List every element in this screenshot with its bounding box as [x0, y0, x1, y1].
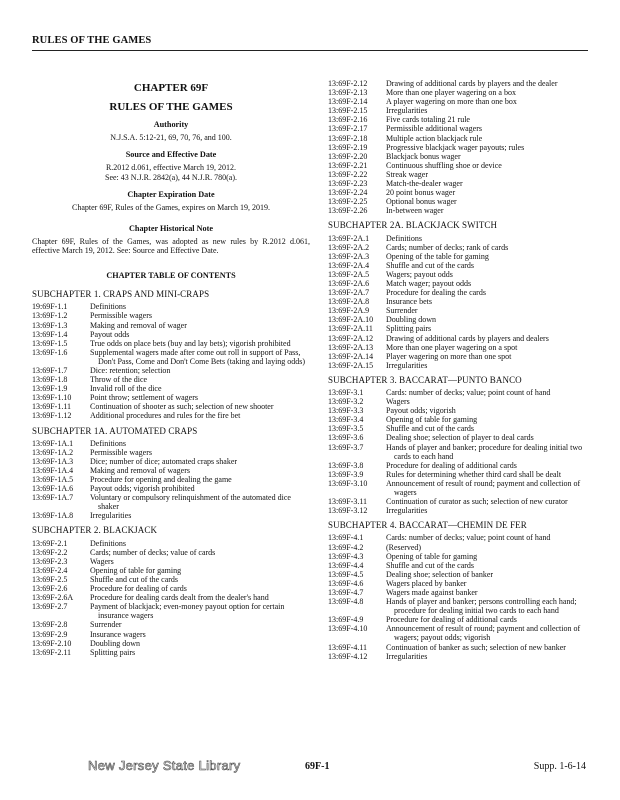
blackjack-continuation — [328, 79, 590, 215]
toc-entry — [328, 88, 590, 97]
section-title: Throw of the dice — [90, 375, 148, 385]
section-title: Streak wager — [386, 169, 428, 179]
toc-heading: CHAPTER TABLE OF CONTENTS — [106, 271, 236, 281]
section-title: Drawing of additional cards by players and dealers — [386, 333, 549, 343]
section-title: Optional bonus wager — [386, 197, 457, 207]
section-number: 13:69F-3.2 — [328, 397, 364, 407]
section-title: Definitions — [90, 538, 126, 548]
toc-entry — [328, 197, 590, 206]
subchapter-heading: SUBCHAPTER 4. BACCARAT—CHEMIN DE FER — [328, 520, 527, 531]
section-title: Dice; number of dice; automated craps shaker — [90, 456, 238, 466]
toc-entry — [32, 393, 310, 402]
section-title: Surrender — [386, 306, 418, 316]
section-title: 20 point bonus wager — [386, 188, 456, 198]
section-number: 13:69F-2.14 — [328, 97, 368, 107]
toc-entry — [328, 433, 590, 442]
section-title: Point throw; settlement of wagers — [90, 393, 198, 403]
section-number: 13:69F-2.5 — [32, 574, 68, 584]
toc-entry — [32, 548, 310, 557]
section-number: 13:69F-2.9 — [32, 629, 68, 639]
section-title: (Reserved) — [386, 542, 422, 552]
toc-entry — [32, 439, 310, 448]
section-number: 13:69F-2.23 — [328, 179, 368, 189]
section-number: 13:69F-2.17 — [328, 124, 368, 134]
section-title: Payment of blackjack; even-money payout option for certain insurance wagers — [90, 602, 285, 621]
toc-entry — [328, 334, 590, 343]
subchapter-heading: SUBCHAPTER 1A. AUTOMATED CRAPS — [32, 425, 198, 436]
toc-entry — [32, 330, 310, 339]
section-number: 13:69F-2A.7 — [328, 288, 370, 298]
toc-entry — [328, 315, 590, 324]
section-title: Drawing of additional cards by players and the dealer — [386, 79, 558, 88]
toc-entry — [328, 652, 590, 661]
section-title: Opening of table for gaming — [90, 565, 182, 575]
section-number: 13:69F-2A.12 — [328, 333, 374, 343]
toc-entry — [32, 375, 310, 384]
section-number: 13:69F-1A.2 — [32, 447, 74, 457]
toc-entry — [32, 366, 310, 375]
toc-entry — [328, 97, 590, 106]
toc-entry — [32, 384, 310, 393]
section-number: 13:69F-3.1 — [328, 388, 364, 397]
section-title: Opening of table for gaming — [386, 551, 478, 561]
toc-entry — [32, 448, 310, 457]
section-number: 13:69F-1A.3 — [32, 456, 74, 466]
section-title: Payout odds — [90, 329, 130, 339]
section-title: Announcement of result of round; payment and collection of wagers — [386, 478, 581, 498]
section-title: Wagers; payout odds — [386, 269, 453, 279]
section-title: Continuation of shooter as such; selection of new shooter — [90, 402, 274, 412]
section-number: 13:69F-2A.9 — [328, 306, 370, 316]
toc-entry — [32, 511, 310, 520]
section-title: Blackjack bonus wager — [386, 151, 461, 161]
history-text: Chapter 69F, Rules of the Games, was adopted as new rules by R.2012 d.061, effective March 19, 2012. See: Source and Effective Date. — [32, 236, 310, 256]
section-title: Definitions — [90, 438, 126, 448]
section-number: 13:69F-2.11 — [32, 647, 72, 657]
section-number: 13:69F-3.4 — [328, 415, 364, 425]
section-number: 13:69F-1.12 — [32, 411, 72, 421]
section-number: 13:69F-3.8 — [328, 460, 364, 470]
chapter-number: CHAPTER 69F — [133, 82, 209, 94]
toc-entry — [32, 639, 310, 648]
section-title: Cards: number of decks; value; point count of hand — [386, 533, 551, 543]
section-number: 13:69F-2A.8 — [328, 297, 370, 307]
section-number: 13:69F-1.9 — [32, 384, 68, 394]
toc-entry — [328, 261, 590, 270]
section-number: 13:69F-2A.1 — [328, 233, 370, 243]
toc-entry — [32, 575, 310, 584]
toc-entry — [32, 311, 310, 320]
section-number: 13:69F-4.8 — [328, 597, 364, 607]
toc-entry — [328, 306, 590, 315]
section-title: Splitting pairs — [386, 324, 432, 334]
section-number: 13:69F-2.21 — [328, 160, 368, 170]
toc-entry — [328, 179, 590, 188]
section-title: Multiple action blackjack rule — [386, 133, 483, 143]
toc-entry — [328, 343, 590, 352]
toc-entry — [328, 588, 590, 597]
section-title: Shuffle and cut of the cards — [90, 574, 179, 584]
section-title: A player wagering on more than one box — [386, 97, 517, 107]
section-title: Doubling down — [386, 315, 436, 325]
section-number: 13:69F-1A.5 — [32, 475, 74, 484]
section-number: 13:69F-3.11 — [328, 497, 368, 507]
toc-entry — [328, 533, 590, 542]
toc-entry — [32, 620, 310, 629]
section-title: Opening of table for gaming — [386, 415, 478, 425]
chapter-title: RULES OF THE GAMES — [109, 101, 233, 114]
section-number: 13:69F-4.2 — [328, 542, 364, 552]
section-number: 13:69F-3.12 — [328, 506, 368, 516]
right-column — [328, 79, 590, 661]
subchapter-heading: SUBCHAPTER 1. CRAPS AND MINI-CRAPS — [32, 289, 210, 300]
section-title: Making and removal of wagers — [90, 465, 190, 475]
running-head: RULES OF THE GAMES — [32, 35, 152, 46]
toc-entry — [328, 170, 590, 179]
toc-entry — [32, 602, 310, 620]
toc-entry — [328, 497, 590, 506]
toc-entry — [328, 624, 590, 642]
section-number: 13:69F-1.7 — [32, 365, 68, 375]
toc-entry — [32, 411, 310, 420]
section-number: 13:69F-1.6 — [32, 347, 68, 357]
section-title: Hands of player and banker; persons controlling each hand; procedure for dealing initial two cards to each hand — [386, 597, 577, 616]
left-subchapters — [32, 290, 310, 657]
section-number: 13:69F-4.11 — [328, 642, 368, 652]
section-number: 13:69F-2A.13 — [328, 342, 374, 352]
section-number: 13:69F-2A.11 — [328, 324, 373, 334]
section-title: Insurance wagers — [90, 629, 146, 639]
toc-entry — [32, 457, 310, 466]
section-title: Definitions — [386, 233, 422, 243]
section-number: 13:69F-2.12 — [328, 79, 368, 88]
section-number: 13:69F-1.4 — [32, 329, 68, 339]
supplement-date: Supp. 1-6-14 — [533, 761, 586, 772]
section-title: Payout odds; vigorish — [386, 406, 456, 416]
toc-entry — [328, 597, 590, 615]
section-title: Match-the-dealer wager — [386, 179, 463, 189]
section-number: 13:69F-1A.7 — [32, 493, 74, 503]
toc-entry — [328, 552, 590, 561]
section-number: 13:69F-2.18 — [328, 133, 368, 143]
source-heading: Source and Effective Date — [125, 150, 217, 160]
section-title: Cards; number of decks; rank of cards — [386, 242, 509, 252]
section-number: 13:69F-2A.2 — [328, 242, 370, 252]
library-watermark: New Jersey State Library — [88, 758, 241, 773]
section-title: Permissible additional wagers — [386, 124, 482, 134]
toc-entry — [328, 188, 590, 197]
toc-entry — [32, 321, 310, 330]
section-number: 13:69F-2.8 — [32, 620, 68, 630]
section-number: 13:69F-2.1 — [32, 538, 68, 548]
toc-entry — [328, 234, 590, 243]
source-line-1: R.2012 d.061, effective March 19, 2012. — [105, 163, 237, 173]
toc-entry — [32, 584, 310, 593]
section-number: 13:69F-1.11 — [32, 402, 72, 412]
section-number: 13:69F-2A.3 — [328, 251, 370, 261]
section-title: Wagers — [386, 397, 410, 407]
toc-entry — [32, 302, 310, 311]
section-title: Cards; number of decks; value of cards — [90, 547, 216, 557]
toc-entry — [328, 79, 590, 88]
section-number: 13:69F-4.7 — [328, 587, 364, 597]
section-number: 13:69F-2.6 — [32, 584, 68, 594]
subchapter-heading: SUBCHAPTER 3. BACCARAT—PUNTO BANCO — [328, 374, 522, 385]
section-title: Hands of player and banker; procedure for dealing initial two cards to each hand — [386, 442, 583, 461]
section-title: Rules for determining whether third card shall be dealt — [386, 469, 562, 479]
toc-entry — [328, 579, 590, 588]
section-title: Opening of the table for gaming — [386, 251, 489, 261]
toc-entry — [32, 630, 310, 639]
section-number: 13:69F-3.6 — [328, 433, 364, 443]
toc-entry — [328, 252, 590, 261]
section-title: Doubling down — [90, 638, 140, 648]
section-number: 13:69F-2A.10 — [328, 315, 374, 325]
section-title: Irregularities — [386, 106, 428, 116]
section-number: 13:69F-1.10 — [32, 393, 72, 403]
section-number: 13:69F-2.20 — [328, 151, 368, 161]
section-title: More than one player wagering on a spot — [386, 342, 518, 352]
section-title: Procedure for opening and dealing the game — [90, 475, 232, 484]
section-number: 13:69F-1.8 — [32, 375, 68, 385]
toc-entry — [328, 643, 590, 652]
toc-entry — [32, 402, 310, 411]
section-number: 13:69F-2.24 — [328, 188, 368, 198]
toc-entry — [328, 152, 590, 161]
toc-entry — [32, 557, 310, 566]
section-title: Procedure for dealing of additional cards — [386, 460, 517, 470]
toc-entry — [328, 415, 590, 424]
section-title: Payout odds; vigorish prohibited — [90, 484, 195, 494]
right-subchapters — [328, 221, 590, 660]
section-title: Dealing shoe; selection of banker — [386, 569, 494, 579]
section-number: 13:69F-1A.1 — [32, 438, 74, 448]
section-number: 13:69F-4.3 — [328, 551, 364, 561]
section-title: Voluntary or compulsory relinquishment of the automated dice shaker — [90, 493, 291, 512]
section-title: Wagers made against banker — [386, 587, 478, 597]
section-number: 13:69F-1.3 — [32, 320, 68, 330]
section-number: 13:69F-3.5 — [328, 424, 364, 434]
section-title: Cards: number of decks; value; point count of hand — [386, 388, 551, 397]
section-title: Shuffle and cut of the cards — [386, 260, 475, 270]
toc-entry — [328, 106, 590, 115]
section-number: 13:69F-2.6A — [32, 593, 74, 603]
section-title: Wagers placed by banker — [386, 578, 467, 588]
toc-entry — [328, 297, 590, 306]
expiration-text: Chapter 69F, Rules of the Games, expires on March 19, 2019. — [72, 202, 270, 212]
section-title: Match wager; payout odds — [386, 278, 472, 288]
header-rule — [32, 50, 588, 51]
section-number: 13:69F-2.7 — [32, 602, 68, 612]
section-title: Permissible wagers — [90, 311, 152, 321]
toc-entry — [32, 566, 310, 575]
authority-text: N.J.S.A. 5:12-21, 69, 70, 76, and 100. — [110, 133, 232, 143]
section-title: Player wagering on more than one spot — [386, 351, 512, 361]
section-number: 13:69F-2.10 — [32, 638, 72, 648]
section-number: 13:69F-4.4 — [328, 560, 364, 570]
section-number: 13:69F-4.6 — [328, 578, 364, 588]
toc-entry — [328, 479, 590, 497]
subchapter-heading: SUBCHAPTER 2. BLACKJACK — [32, 525, 158, 536]
section-title: In-between wager — [386, 206, 444, 216]
section-title: Shuffle and cut of the cards — [386, 560, 475, 570]
section-title: Irregularities — [386, 360, 428, 370]
section-title: Wagers — [90, 556, 114, 566]
section-number: 13:69F-2.4 — [32, 565, 68, 575]
section-title: Supplemental wagers made after come out roll in support of Pass, Don't Pass, Come and Don't Come Bets (taking and laying odds) — [90, 347, 306, 366]
section-title: Dealing shoe; selection of player to deal cards — [386, 433, 534, 443]
toc-entry — [32, 484, 310, 493]
section-number: 13:69F-2A.15 — [328, 360, 374, 370]
section-number: 13:69F-3.10 — [328, 478, 368, 488]
section-title: Shuffle and cut of the cards — [386, 424, 475, 434]
toc-entry — [328, 461, 590, 470]
toc-entry — [328, 397, 590, 406]
section-number: 13:69F-1A.6 — [32, 484, 74, 494]
section-number: 13:69F-4.1 — [328, 533, 364, 543]
toc-entry — [328, 388, 590, 397]
section-number: 13:69F-2.26 — [328, 206, 368, 216]
section-title: Splitting pairs — [90, 647, 136, 657]
section-number: 13:69F-2A.4 — [328, 260, 370, 270]
section-number: 13:69F-2A.6 — [328, 278, 370, 288]
toc-entry — [328, 443, 590, 461]
toc-entry — [328, 279, 590, 288]
section-title: Surrender — [90, 620, 122, 630]
section-number: 13:69F-2.25 — [328, 197, 368, 207]
section-title: Dice: retention; selection — [90, 365, 171, 375]
toc-entry — [328, 134, 590, 143]
section-title: Insurance bets — [386, 297, 432, 307]
toc-entry — [328, 406, 590, 415]
section-title: Irregularities — [386, 506, 428, 516]
toc-entry — [328, 570, 590, 579]
toc-entry — [32, 493, 310, 511]
source-line-2: See: 43 N.J.R. 2842(a), 44 N.J.R. 780(a). — [105, 172, 237, 182]
section-title: Continuation of curator as such; selection of new curator — [386, 497, 568, 507]
section-number: 13:69F-2.2 — [32, 547, 68, 557]
section-number: 13:69F-2.3 — [32, 556, 68, 566]
section-title: Invalid roll of the dice — [90, 384, 162, 394]
toc-entry — [328, 424, 590, 433]
toc-entry — [32, 339, 310, 348]
toc-entry — [328, 115, 590, 124]
toc-entry — [32, 539, 310, 548]
toc-entry — [328, 206, 590, 215]
toc-entry — [32, 648, 310, 657]
section-title: Making and removal of wager — [90, 320, 187, 330]
toc-entry — [328, 243, 590, 252]
section-number: 13:69F-2A.5 — [328, 269, 370, 279]
section-number: 13:69F-2.22 — [328, 169, 368, 179]
section-number: 13:69F-4.5 — [328, 569, 364, 579]
toc-entry — [32, 593, 310, 602]
section-title: Procedure for dealing the cards — [386, 288, 486, 298]
page-number: 69F-1 — [305, 761, 330, 772]
section-title: Announcement of result of round; payment and collection of wagers; payout odds; vigorish — [386, 624, 581, 643]
section-number: 13:69F-2.16 — [328, 115, 368, 125]
section-title: Irregularities — [90, 511, 132, 521]
section-number: 19:69F-1.1 — [32, 302, 68, 312]
section-title: Procedure for dealing of additional cards — [386, 615, 517, 625]
toc-entry — [328, 288, 590, 297]
toc-entry — [32, 475, 310, 484]
section-number: 13:69F-2.19 — [328, 142, 368, 152]
section-title: Definitions — [90, 302, 126, 312]
section-number: 13:69F-3.3 — [328, 406, 364, 416]
toc-entry — [328, 161, 590, 170]
toc-entry — [32, 348, 310, 366]
section-title: Progressive blackjack wager payouts; rules — [386, 142, 525, 152]
history-heading: Chapter Historical Note — [129, 223, 213, 233]
section-title: Procedure for dealing of cards — [90, 584, 187, 594]
section-title: Continuation of banker as such; selection of new banker — [386, 642, 566, 652]
authority-heading: Authority — [153, 120, 189, 130]
section-title: Procedure for dealing cards dealt from the dealer's hand — [90, 593, 269, 603]
section-number: 13:69F-3.9 — [328, 469, 364, 479]
section-number: 13:69F-2.15 — [328, 106, 368, 116]
section-number: 13:69F-2A.14 — [328, 351, 374, 361]
expiration-heading: Chapter Expiration Date — [127, 189, 215, 199]
toc-entry — [328, 506, 590, 515]
toc-entry — [328, 561, 590, 570]
section-number: 13:69F-2.13 — [328, 88, 368, 98]
section-number: 13:69F-4.10 — [328, 624, 368, 634]
toc-entry — [328, 361, 590, 370]
toc-entry — [328, 124, 590, 133]
section-number: 13:69F-1.5 — [32, 338, 68, 348]
section-title: Additional procedures and rules for the fire bet — [90, 411, 241, 421]
toc-entry — [328, 615, 590, 624]
section-title: More than one player wagering on a box — [386, 88, 516, 98]
section-number: 13:69F-3.7 — [328, 442, 364, 452]
section-title: Irregularities — [386, 651, 428, 661]
toc-entry — [328, 143, 590, 152]
toc-entry — [328, 270, 590, 279]
subchapter-heading: SUBCHAPTER 2A. BLACKJACK SWITCH — [328, 220, 498, 231]
toc-entry — [328, 470, 590, 479]
section-number: 13:69F-4.9 — [328, 615, 364, 625]
section-title: True odds on place bets (buy and lay bets); vigorish prohibited — [90, 338, 291, 348]
toc-entry — [32, 466, 310, 475]
toc-entry — [328, 324, 590, 333]
section-number: 13:69F-1.2 — [32, 311, 68, 321]
left-column — [32, 62, 310, 657]
toc-entry — [328, 543, 590, 552]
section-title: Continuous shuffling shoe or device — [386, 160, 502, 170]
section-number: 13:69F-4.12 — [328, 651, 368, 661]
section-title: Permissible wagers — [90, 447, 152, 457]
section-title: Five cards totaling 21 rule — [386, 115, 470, 125]
section-number: 13:69F-1A.8 — [32, 511, 74, 521]
section-number: 13:69F-1A.4 — [32, 465, 74, 475]
toc-entry — [328, 352, 590, 361]
